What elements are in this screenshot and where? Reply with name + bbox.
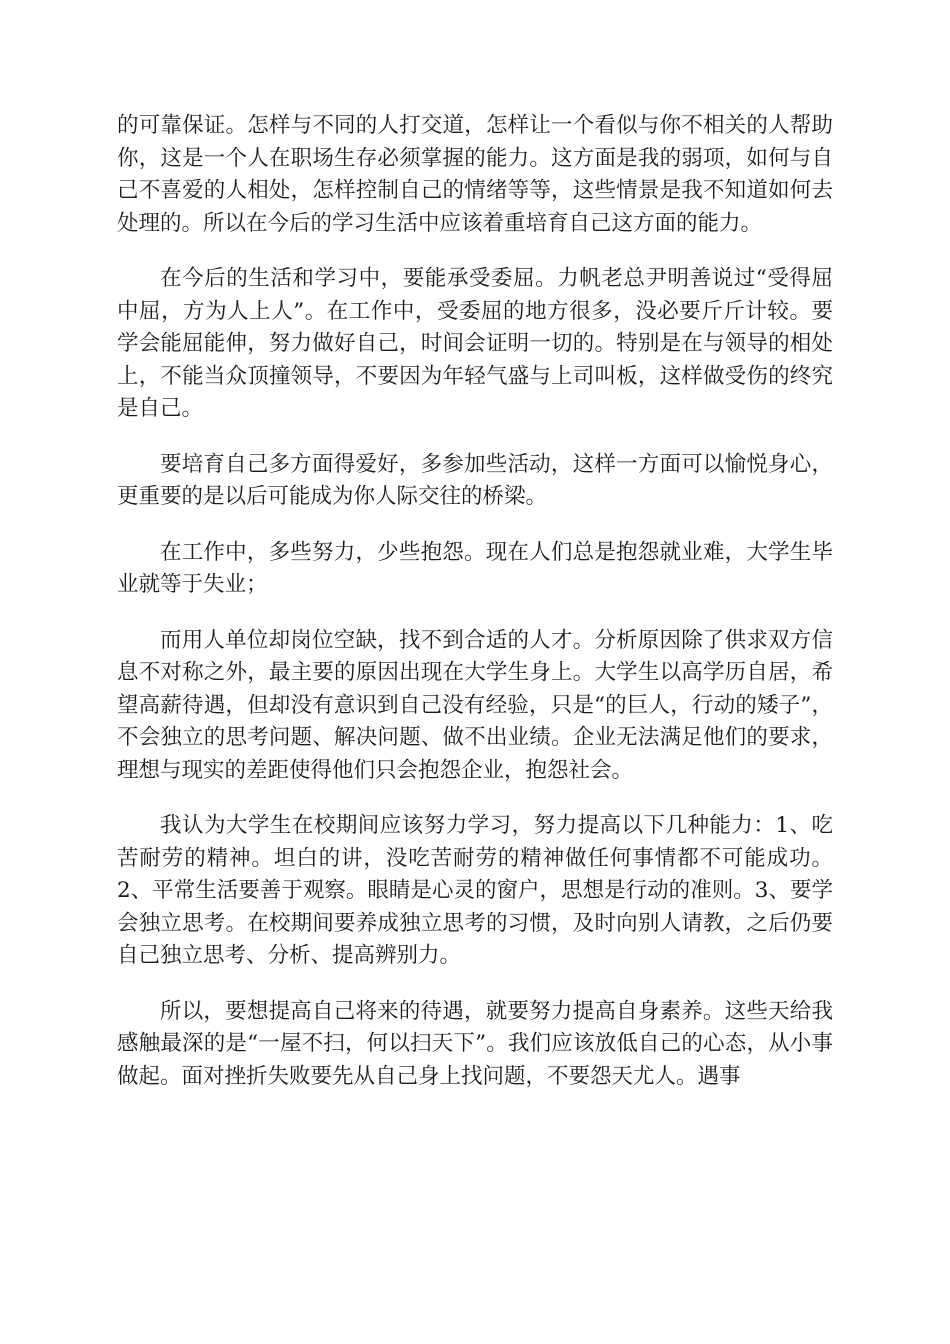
paragraph: 而用人单位却岗位空缺，找不到合适的人才。分析原因除了供求双方信息不对称之外，最主要的原因出现在大学生身上。大学生以高学历自居，希望高薪待遇，但却没有意识到自己没有经验，只是“的巨人，行动的矮子”，不会独立的思考问题、解决问题、做不出业绩。企业无法满足他们的要求，理想与现实的差距使得他们只会抱怨企业，抱怨社会。 bbox=[117, 627, 833, 783]
paragraph: 要培育自己多方面得爱好，多参加些活动，这样一方面可以愉悦身心，更重要的是以后可能成为你人际交往的桥梁。 bbox=[117, 451, 833, 509]
paragraph: 我认为大学生在校期间应该努力学习，努力提高以下几种能力：1、吃苦耐劳的精神。坦白的讲，没吃苦耐劳的精神做任何事情都不可能成功。2、平常生活要善于观察。眼睛是心灵的窗户，思想是行动的准则。3、要学会独立思考。在校期间要养成独立思考的习惯，及时向别人请教，之后仍要自己独立思考、分析、提高辨别力。 bbox=[117, 813, 833, 968]
paragraph: 在今后的生活和学习中，要能承受委屈。力帆老总尹明善说过“受得屈中屈，方为人上人”。在工作中，受委屈的地方很多，没必要斤斤计较。要学会能屈能伸，努力做好自己，时间会证明一切的。特别是在与领导的相处上，不能当众顶撞领导，不要因为年轻气盛与上司叫板，这样做受伤的终究是自己。 bbox=[117, 266, 833, 421]
paragraph: 所以，要想提高自己将来的待遇，就要努力提高自身素养。这些天给我感触最深的是“一屋不扫，何以扫天下”。我们应该放低自己的心态，从小事做起。面对挫折失败要先从自己身上找问题，不要怨天尤人。遇事 bbox=[117, 998, 833, 1089]
paragraph: 的可靠保证。怎样与不同的人打交道，怎样让一个看似与你不相关的人帮助你，这是一个人在职场生存必须掌握的能力。这方面是我的弱项，如何与自己不喜爱的人相处，怎样控制自己的情绪等等，这些情景是我不知道如何去处理的。所以在今后的学习生活中应该着重培育自己这方面的能力。 bbox=[117, 113, 833, 236]
document-page bbox=[117, 110, 833, 1116]
paragraph: 在工作中，多些努力，少些抱怨。现在人们总是抱怨就业难，大学生毕业就等于失业； bbox=[117, 539, 833, 597]
